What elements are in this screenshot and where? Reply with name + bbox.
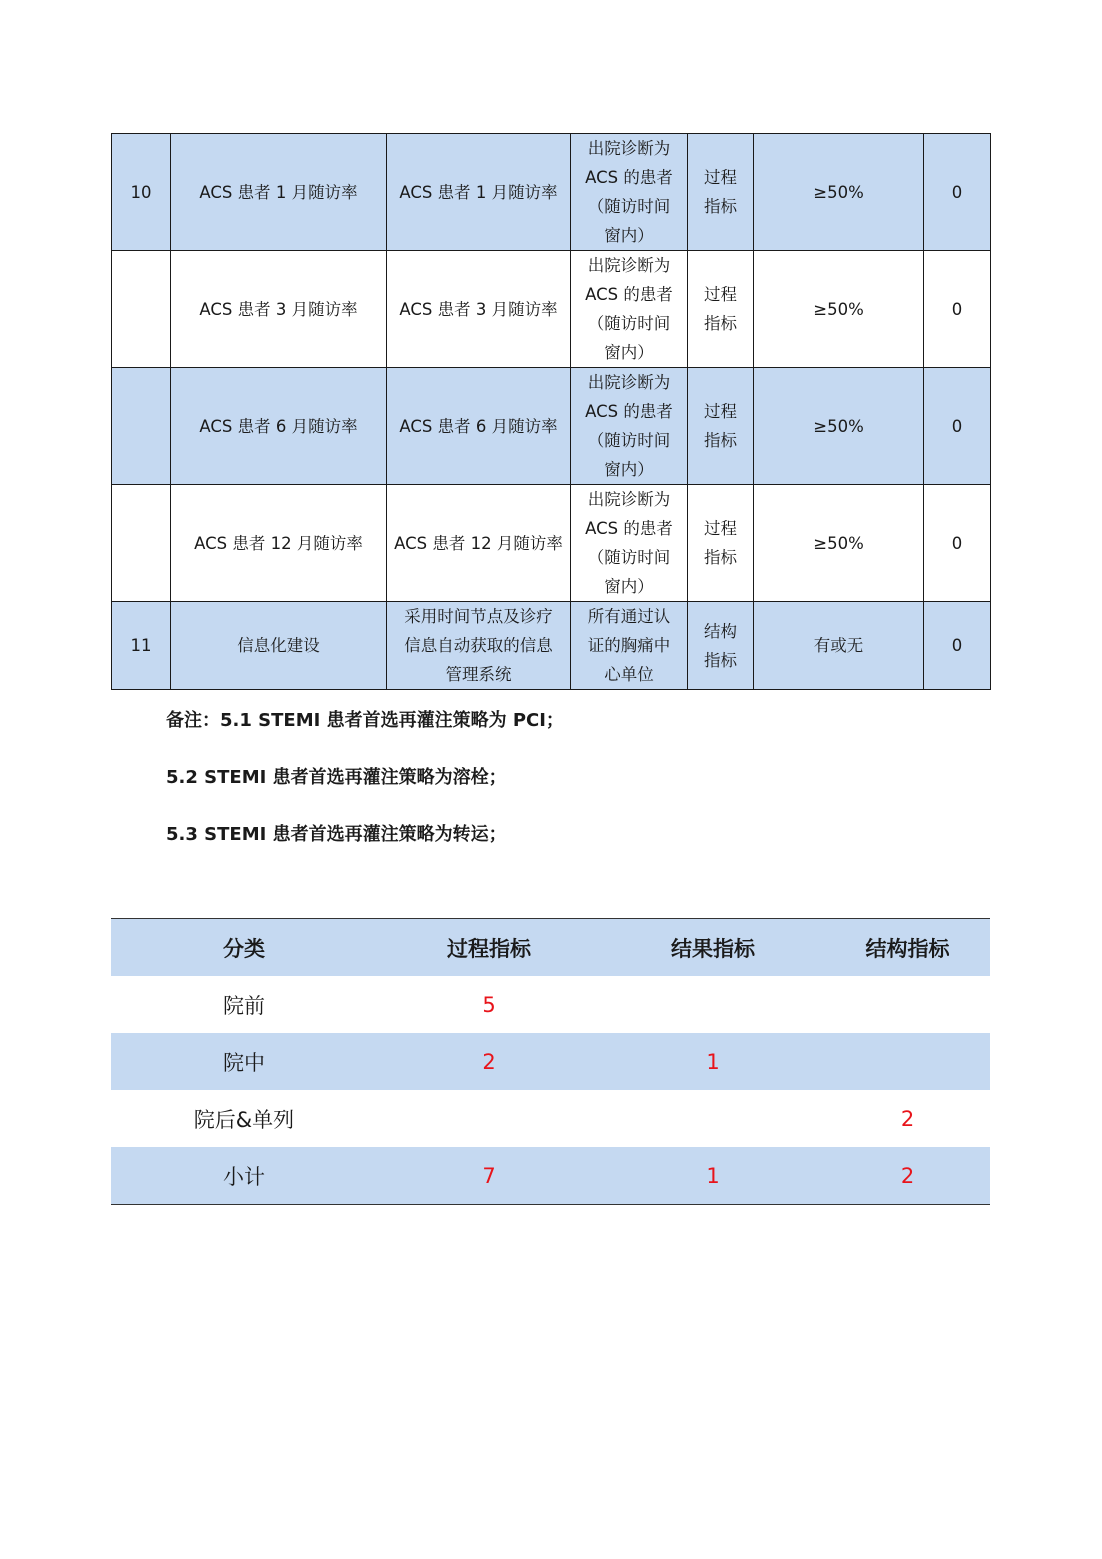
row-number: 10 <box>112 134 171 251</box>
indicator-target: ≥50% <box>754 368 924 485</box>
indicator-definition: 采用时间节点及诊疗信息自动获取的信息管理系统 <box>387 602 571 690</box>
row-number <box>112 251 171 368</box>
indicator-type: 过程指标 <box>688 134 754 251</box>
process-count: 7 <box>377 1147 601 1205</box>
indicator-definition: ACS 患者 12 月随访率 <box>387 485 571 602</box>
indicator-name: ACS 患者 3 月随访率 <box>171 251 387 368</box>
column-header: 结构指标 <box>825 919 990 977</box>
table-row <box>112 602 991 690</box>
column-header: 过程指标 <box>377 919 601 977</box>
category-cell: 院中 <box>111 1033 377 1090</box>
table-row <box>111 1033 990 1090</box>
table-row <box>111 976 990 1033</box>
row-number <box>112 485 171 602</box>
indicator-definition: ACS 患者 3 月随访率 <box>387 251 571 368</box>
table-row <box>111 1090 990 1147</box>
table-row <box>112 485 991 602</box>
result-count: 1 <box>601 1147 825 1205</box>
indicator-target: ≥50% <box>754 251 924 368</box>
structure-count: 2 <box>825 1090 990 1147</box>
process-count: 5 <box>377 976 601 1033</box>
indicator-target: ≥50% <box>754 134 924 251</box>
indicator-definition: ACS 患者 6 月随访率 <box>387 368 571 485</box>
indicator-scope: 出院诊断为ACS 的患者（随访时间窗内） <box>571 251 688 368</box>
indicator-scope: 所有通过认证的胸痛中心单位 <box>571 602 688 690</box>
result-count: 1 <box>601 1033 825 1090</box>
indicator-score: 0 <box>924 251 991 368</box>
indicator-table <box>111 133 991 690</box>
result-count <box>601 1090 825 1147</box>
indicator-scope: 出院诊断为ACS 的患者（随访时间窗内） <box>571 134 688 251</box>
indicator-target: ≥50% <box>754 485 924 602</box>
note-line: 备注：5.1 STEMI 患者首选再灌注策略为 PCI； <box>166 710 564 731</box>
indicator-name: 信息化建设 <box>171 602 387 690</box>
indicator-type: 过程指标 <box>688 368 754 485</box>
row-number <box>112 368 171 485</box>
indicator-definition: ACS 患者 1 月随访率 <box>387 134 571 251</box>
table-row <box>112 368 991 485</box>
note-line: 5.3 STEMI 患者首选再灌注策略为转运； <box>166 824 507 845</box>
indicator-type: 结构指标 <box>688 602 754 690</box>
table-row <box>112 134 991 251</box>
table-row <box>111 1147 990 1205</box>
indicator-target: 有或无 <box>754 602 924 690</box>
table-row <box>112 251 991 368</box>
category-cell: 院前 <box>111 976 377 1033</box>
indicator-name: ACS 患者 6 月随访率 <box>171 368 387 485</box>
indicator-scope: 出院诊断为ACS 的患者（随访时间窗内） <box>571 368 688 485</box>
indicator-scope: 出院诊断为ACS 的患者（随访时间窗内） <box>571 485 688 602</box>
indicator-score: 0 <box>924 485 991 602</box>
process-count: 2 <box>377 1033 601 1090</box>
indicator-type: 过程指标 <box>688 251 754 368</box>
indicator-type: 过程指标 <box>688 485 754 602</box>
structure-count <box>825 976 990 1033</box>
indicator-score: 0 <box>924 602 991 690</box>
summary-header-row <box>111 919 990 977</box>
category-cell: 小计 <box>111 1147 377 1205</box>
column-header: 分类 <box>111 919 377 977</box>
structure-count <box>825 1033 990 1090</box>
category-cell: 院后&单列 <box>111 1090 377 1147</box>
indicator-name: ACS 患者 1 月随访率 <box>171 134 387 251</box>
process-count <box>377 1090 601 1147</box>
structure-count: 2 <box>825 1147 990 1205</box>
note-line: 5.2 STEMI 患者首选再灌注策略为溶栓； <box>166 767 507 788</box>
indicator-score: 0 <box>924 368 991 485</box>
indicator-name: ACS 患者 12 月随访率 <box>171 485 387 602</box>
column-header: 结果指标 <box>601 919 825 977</box>
summary-table <box>111 918 990 1205</box>
row-number: 11 <box>112 602 171 690</box>
indicator-score: 0 <box>924 134 991 251</box>
result-count <box>601 976 825 1033</box>
